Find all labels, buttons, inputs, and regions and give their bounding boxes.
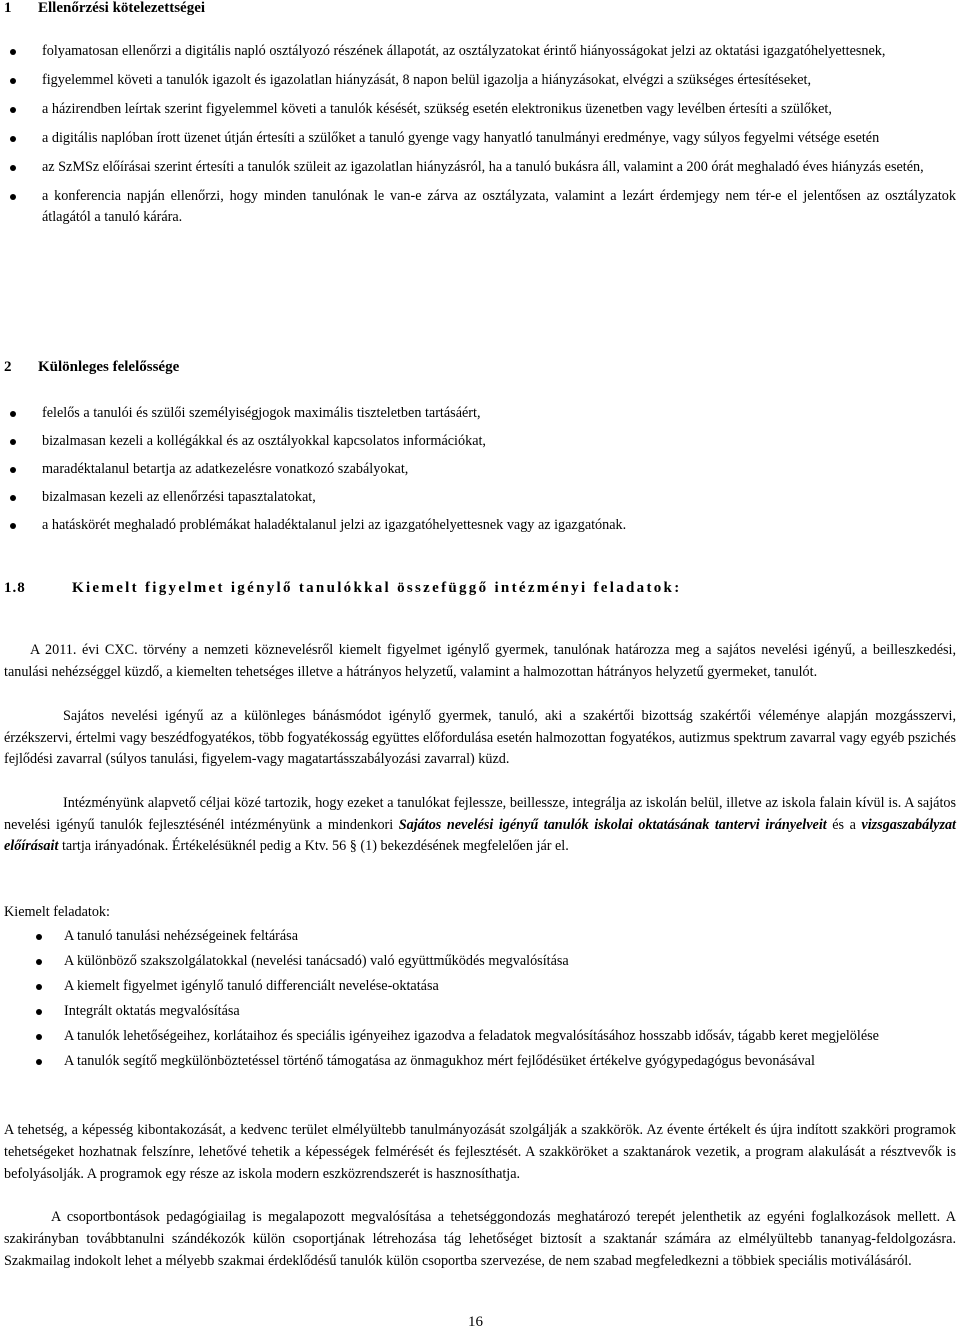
section-2-list — [4, 403, 956, 536]
list-item: maradéktalanul betartja az adatkezelésre vonatkozó szabályokat, — [4, 459, 956, 480]
paragraph-law: A 2011. évi CXC. törvény a nemzeti köznevelésről kiemelt figyelmet igénylő gyermek, tanulónak határozza meg a sajátos nevelési igényű, a beilleszkedési, tanulási nehézséggel küzdő, a kiemelten tehetséges illetve a hátrányos helyzetű, valamint a halmozottan hátrányos helyzetű gyermeket, tanulót. — [4, 642, 956, 680]
section-title: Kiemelt figyelmet igénylő tanulókkal összefüggő intézményi feladatok: — [72, 580, 682, 596]
list-item: a konferencia napján ellenőrzi, hogy minden tanulónak le van-e zárva az osztályzata, valamint a lezárt érdemjegy nem tér-e el jelentősen az osztályzatok átlagától a tanuló kárára. — [4, 186, 956, 228]
bullet-icon — [10, 411, 16, 417]
paragraph-goals: Intézményünk alapvető céljai közé tartozik, hogy ezeket a tanulókat fejlessze, beillessze, integrálja az iskolán belül, illetve az iskola falain kívül is. A sajátos nevelési igényű tanulók fejlesztésénél intézményünk a mindenkori Sajátos nevelési igényű tanulók iskolai oktatásának tantervi irányelveit és a vizsgaszabályzat előírásait tartja irányadónak. Értékelésüknél pedig a Ktv. 56 § (1) bekezdésének megfelelően jár el. — [4, 795, 956, 855]
bullet-icon — [36, 934, 42, 940]
list-item: A tanuló tanulási nehézségeinek feltárása — [4, 926, 956, 946]
paragraph-sni-definition: Sajátos nevelési igényű az a különleges bánásmódot igénylő gyermek, tanuló, aki a szakértői bizottság szakértői véleménye alapján mozgásszervi, érzékszervi, értelmi vagy beszédfogyatékos, több fogyatékosság együttes előfordulása esetén halmozottan fogyatékos, autizmus spektrum zavarral vagy egyéb pszichés fejlődési zavarral (súlyos tanulási, figyelem-vagy magatartásszabályozási zavarral) küzd. — [4, 708, 956, 768]
bullet-icon — [10, 49, 16, 55]
list-item: felelős a tanulói és szülői személyiségjogok maximális tiszteletben tartásáért, — [4, 403, 956, 424]
emphasis-guidelines: Sajátos nevelési igényű tanulók iskolai oktatásának tantervi irányelveit — [398, 816, 827, 833]
section-title: Különleges felelőssége — [38, 359, 180, 375]
list-item: bizalmasan kezeli az ellenőrzési tapasztalatokat, — [4, 487, 956, 508]
section-number: 1.8 — [4, 580, 26, 596]
bullet-icon — [10, 523, 16, 529]
section-1-8-heading — [4, 580, 681, 597]
emphasis-exam-rules: vizsgaszabályzat előírásait — [4, 816, 956, 855]
bullet-icon — [36, 1009, 42, 1015]
bullet-icon — [36, 959, 42, 965]
section-1-list — [4, 41, 956, 228]
kiemelt-list — [4, 926, 956, 1071]
kiemelt-label: Kiemelt feladatok: — [4, 904, 110, 920]
section-2-heading — [4, 359, 179, 376]
bullet-icon — [10, 136, 16, 142]
list-item: Integrált oktatás megvalósítása — [4, 1001, 956, 1021]
bullet-icon — [36, 1059, 42, 1065]
list-item: A tanulók segítő megkülönböztetéssel történő támogatása az önmagukhoz mért fejlődésüket értékelve gyógypedagógus bevonásával — [4, 1051, 956, 1071]
bullet-icon — [10, 194, 16, 200]
list-item: a hatáskörét meghaladó problémákat haladéktalanul jelzi az igazgatóhelyettesnek vagy az igazgatónak. — [4, 515, 956, 536]
paragraph-groups: A csoportbontások pedagógiailag is megalapozott megvalósítása a tehetséggondozás meghatározó terepét jelenthetik az egyéni foglalkozások mellett. A szakirányban továbbtanulni szándékozók külön csoportjának létrehozása tág lehetőséget biztosít a szaktanár számára az elmélyültebb tananyag-feldolgozásra. Szakmailag indokolt lehet a mélyebb szakmai érdeklődésű tanulók külön csoportba szervezése, de nem szabad megfeledkezni a többiek speciális motiválásáról. — [4, 1209, 956, 1269]
list-item: A tanulók lehetőségeihez, korlátaihoz és speciális igényeihez igazodva a feladatok megvalósításához hosszabb idősáv, tágabb keret megjelölése — [4, 1026, 956, 1046]
list-item: a házirendben leírtak szerint figyelemmel követi a tanulók késését, szükség esetén elektronikus üzenetben vagy levélben értesíti a szülőket, — [4, 99, 956, 120]
bullet-icon — [10, 467, 16, 473]
bullet-icon — [10, 78, 16, 84]
bullet-icon — [10, 495, 16, 501]
section-number: 1 — [4, 0, 12, 16]
bullet-icon — [36, 1034, 42, 1040]
bullet-icon — [10, 107, 16, 113]
page-number: 16 — [468, 1314, 483, 1330]
paragraph-talent: A tehetség, a képesség kibontakozását, a kedvenc terület elmélyültebb tanulmányozását szolgálják a szakkörök. Az évente értékelt és újra indított szakköri programok tehetségeket hozhatnak felszínre, lehetővé tehetik a képességek felmérését és fejlesztését. A szakköröket a szaktanárok vezetik, a program alakulását a résztvevők is befolyásolják. A programok egy része az iskola modern eszközrendszerét is hasznosíthatja. — [4, 1122, 956, 1182]
bullet-icon — [10, 439, 16, 445]
bullet-icon — [10, 165, 16, 171]
list-item: figyelemmel követi a tanulók igazolt és igazolatlan hiányzását, 8 napon belül igazolja a hiányzásokat, elvégzi a szükséges értesítéseket, — [4, 70, 956, 91]
bullet-icon — [36, 984, 42, 990]
list-item: A különböző szakszolgálatokkal (nevelési tanácsadó) való együttműködés megvalósítása — [4, 951, 956, 971]
list-item: A kiemelt figyelmet igénylő tanuló differenciált nevelése-oktatása — [4, 976, 956, 996]
list-item: folyamatosan ellenőrzi a digitális napló osztályozó részének állapotát, az osztályzatokat érintő hiányosságokat jelzi az oktatási igazgatóhelyettesnek, — [4, 41, 956, 62]
list-item: bizalmasan kezeli a kollégákkal és az osztályokkal kapcsolatos információkat, — [4, 431, 956, 452]
section-1-heading — [4, 0, 205, 17]
section-number: 2 — [4, 359, 12, 375]
list-item: az SzMSz előírásai szerint értesíti a tanulók szüleit az igazolatlan hiányzásról, ha a tanuló bukásra áll, valamint a 200 órát meghaladó éves hiányzás esetén, — [4, 157, 956, 178]
section-title: Ellenőrzési kötelezettségei — [38, 0, 206, 16]
list-item: a digitális naplóban írott üzenet útján értesíti a szülőket a tanuló gyenge vagy hanyatló tanulmányi eredménye, vagy súlyos fegyelmi vétsége esetén — [4, 128, 956, 149]
